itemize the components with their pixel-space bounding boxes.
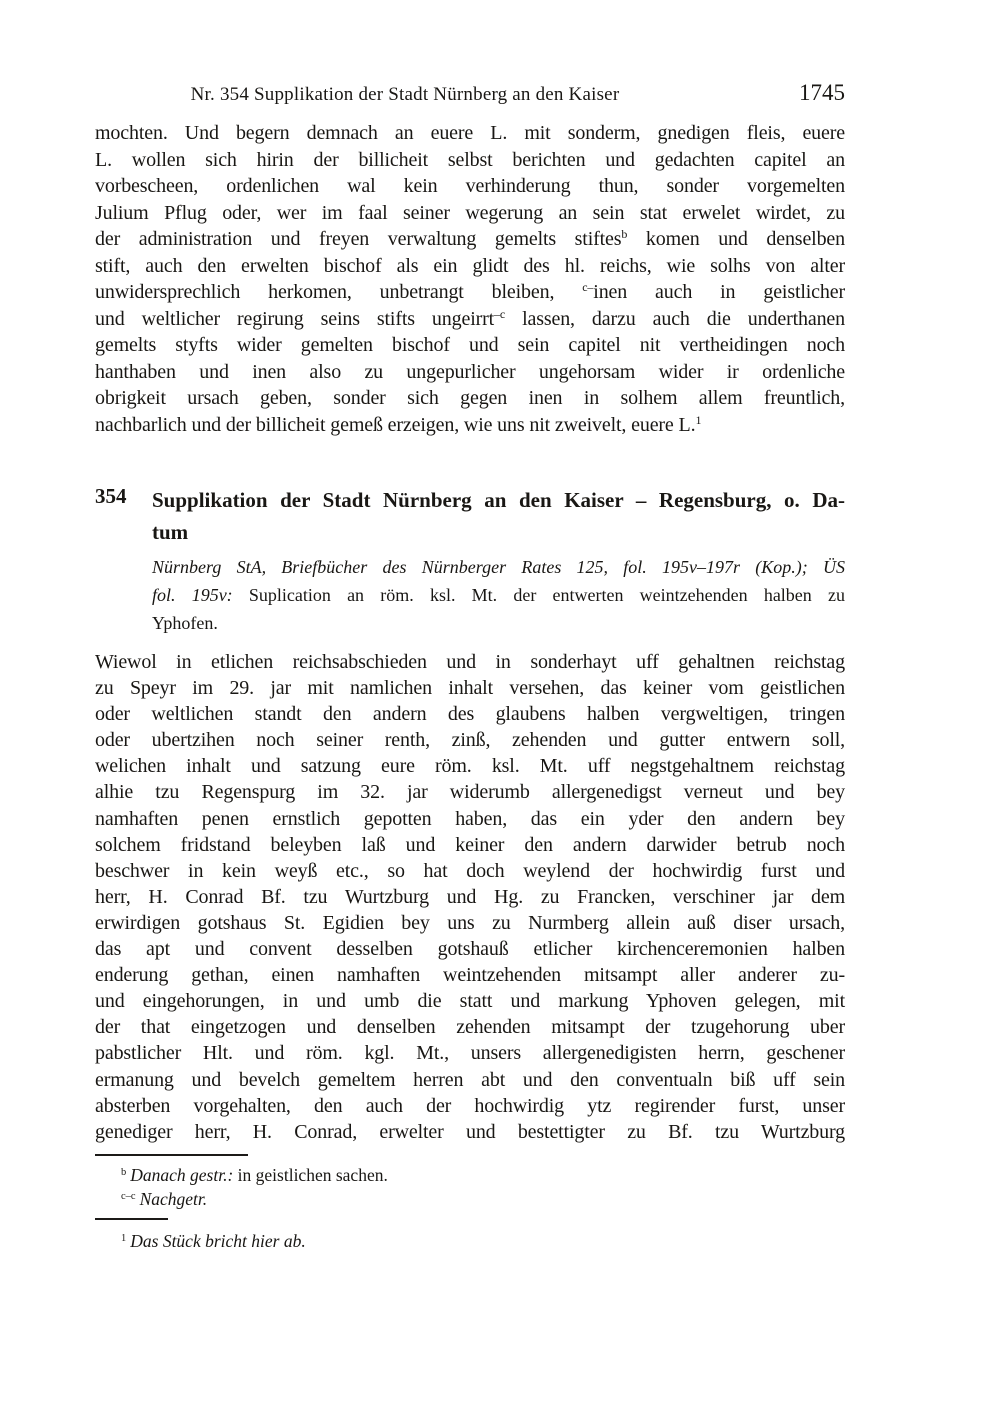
text-line: erwirdigen gotshaus St. Egidien bey uns zu Nurmberg allein auß diser ursach, [95,911,845,934]
text-line: der that eingetzogen und denselben zehenden mitsampt der tzugehorung uber [95,1016,845,1039]
text-line: stift, auch den erwelten bischof als ein glidt des hl. reichs, wie solhs von alter [95,254,845,277]
text-line: L. wollen sich hirin der billicheit selbst berichten und gedachten capitel an [95,148,845,171]
running-title: Nr. 354 Supplikation der Stadt Nürnberg an den Kaiser [190,84,620,105]
source-note [152,553,845,637]
footnote-marker: c–c [121,1191,136,1203]
entry-heading [95,484,845,548]
entry-title [152,484,845,548]
text-line: genediger herr, H. Conrad, erwelter und bestettigter zu Bf. tzu Wurtzburg [95,1120,845,1143]
text-line: und weltlicher regirung seins stifts ungeirrt$^{-c}$ lassen, darzu auch die underthanen [95,306,845,330]
text-line: gemelts styfts wider gemelten bischof und sein capitel nit vertheidingen noch [95,334,845,356]
text-line: alhie tzu Regenspurg im 32. jar widerumb allergenedigst verneut und bey [95,781,845,804]
text-line: Nürnberg StA, Briefbücher des Nürnberger Rates 125, fol. 195v–197r (Kop.); ÜS [152,557,845,577]
text-line: mochten. Und begern demnach an euere L. mit sonderm, gnedigen fleis, euere [95,122,845,144]
text-line: der administration und freyen verwaltung gemelts stiftes$^b$ komen und denselben [95,227,845,250]
text-line: fol. 195v: Suplication an röm. ksl. Mt. der entwerten weintzehenden halben zu [152,585,845,605]
text-line: das apt und convent desselben gotshauß etlicher kirchenceremonien halben [95,938,845,961]
footnote-text: Nachgetr. [139,1189,208,1209]
text-line: oder ubertzihen noch seiner renth, zinß, zehenden und gutter entwern soll, [95,729,845,752]
text-line: Wiewol in etlichen reichsabschieden und in sonderhayt uff gehaltnen reichstag [95,651,845,673]
footnotes-commentary [95,1229,845,1253]
text-line: solchem fridstand beleyben laß und keiner den andern darwider betrub noch [95,833,845,856]
text-line: enderung gethan, einen namhaften weintzehenden mitsampt aller anderer zu- [95,964,845,987]
text-line: pabstlicher Hlt. und röm. kgl. Mt., unsers allergenedigisten herrn, geschener [95,1042,845,1065]
paragraph-main [95,649,845,1145]
text-line: beschwer in kein weyß etc., so hat doch weylend der hochwirdig furst und [95,859,845,882]
text-line: Julium Pflug oder, wer im faal seiner wegerung an sein stat erwelet wirdet, zu [95,201,845,224]
footnote [95,1229,845,1253]
footnote-marker: 1 [121,1233,127,1245]
text-line: nachbarlich und der billicheit gemeß erzeigen, wie uns nit zweivelt, euere L.$^1$ [95,412,702,436]
text-line: oder weltlichen standt den andern des glaubens halben vergweltigen, tringen [95,703,845,726]
text-line: welichen inhalt und satzung eure röm. ksl. Mt. uff negstgehaltnem reichstag [95,755,845,778]
footnote [95,1187,845,1211]
text-line: hanthaben und inen also zu ungepurlicher ungehorsam wider ir ordenliche [95,360,845,383]
paragraph-closing [95,120,845,438]
text-line: obrigkeit ursach geben, sonder sich gegen inen in solhem allem freuntlich, [95,387,845,409]
text-line: und eingehorungen, in und umb die statt und markung Yphoven gelegen, mit [95,990,845,1013]
footnote-rule-critical [95,1154,248,1156]
text-line: namhaften penen ernstlich gepotten haben, das ein yder den andern bey [95,807,845,830]
footnote [95,1163,845,1187]
footnote-rule-commentary [95,1218,168,1220]
text-line: vorbescheen, ordenlichen wal kein verhinderung thun, sonder vorgemelten [95,175,845,197]
footnote-marker: b [121,1167,127,1179]
text-line: absterben vorgehalten, den auch der hochwirdig ytz regirender furst, unser [95,1094,845,1117]
entry-number: 354 [95,484,127,508]
footnotes-critical [95,1163,845,1211]
text-line: tum [152,520,189,544]
text-line: Supplikation der Stadt Nürnberg an den Kaiser – Regensburg, o. Da- [152,488,845,512]
footnote-text: Das Stück bricht hier ab. [130,1231,306,1251]
footnote-text: Danach gestr.: in geistlichen sachen. [130,1165,388,1185]
text-line: zu Speyr im 29. jar mit namlichen inhalt versehen, das keiner vom geistlichen [95,677,845,700]
text-line: herr, H. Conrad Bf. tzu Wurtzburg und Hg. zu Francken, verschiner jar dem [95,885,845,908]
text-line: unwidersprechlich herkomen, unbetrangt bleiben, $^{c-}$inen auch in geistlicher [95,280,845,303]
text-line: ermanung und bevelch gemeltem herren abt und den conventualn biß uff sein [95,1068,845,1091]
running-header [95,80,845,106]
page-number: 1745 [799,80,845,105]
text-line: Yphofen. [152,613,218,633]
